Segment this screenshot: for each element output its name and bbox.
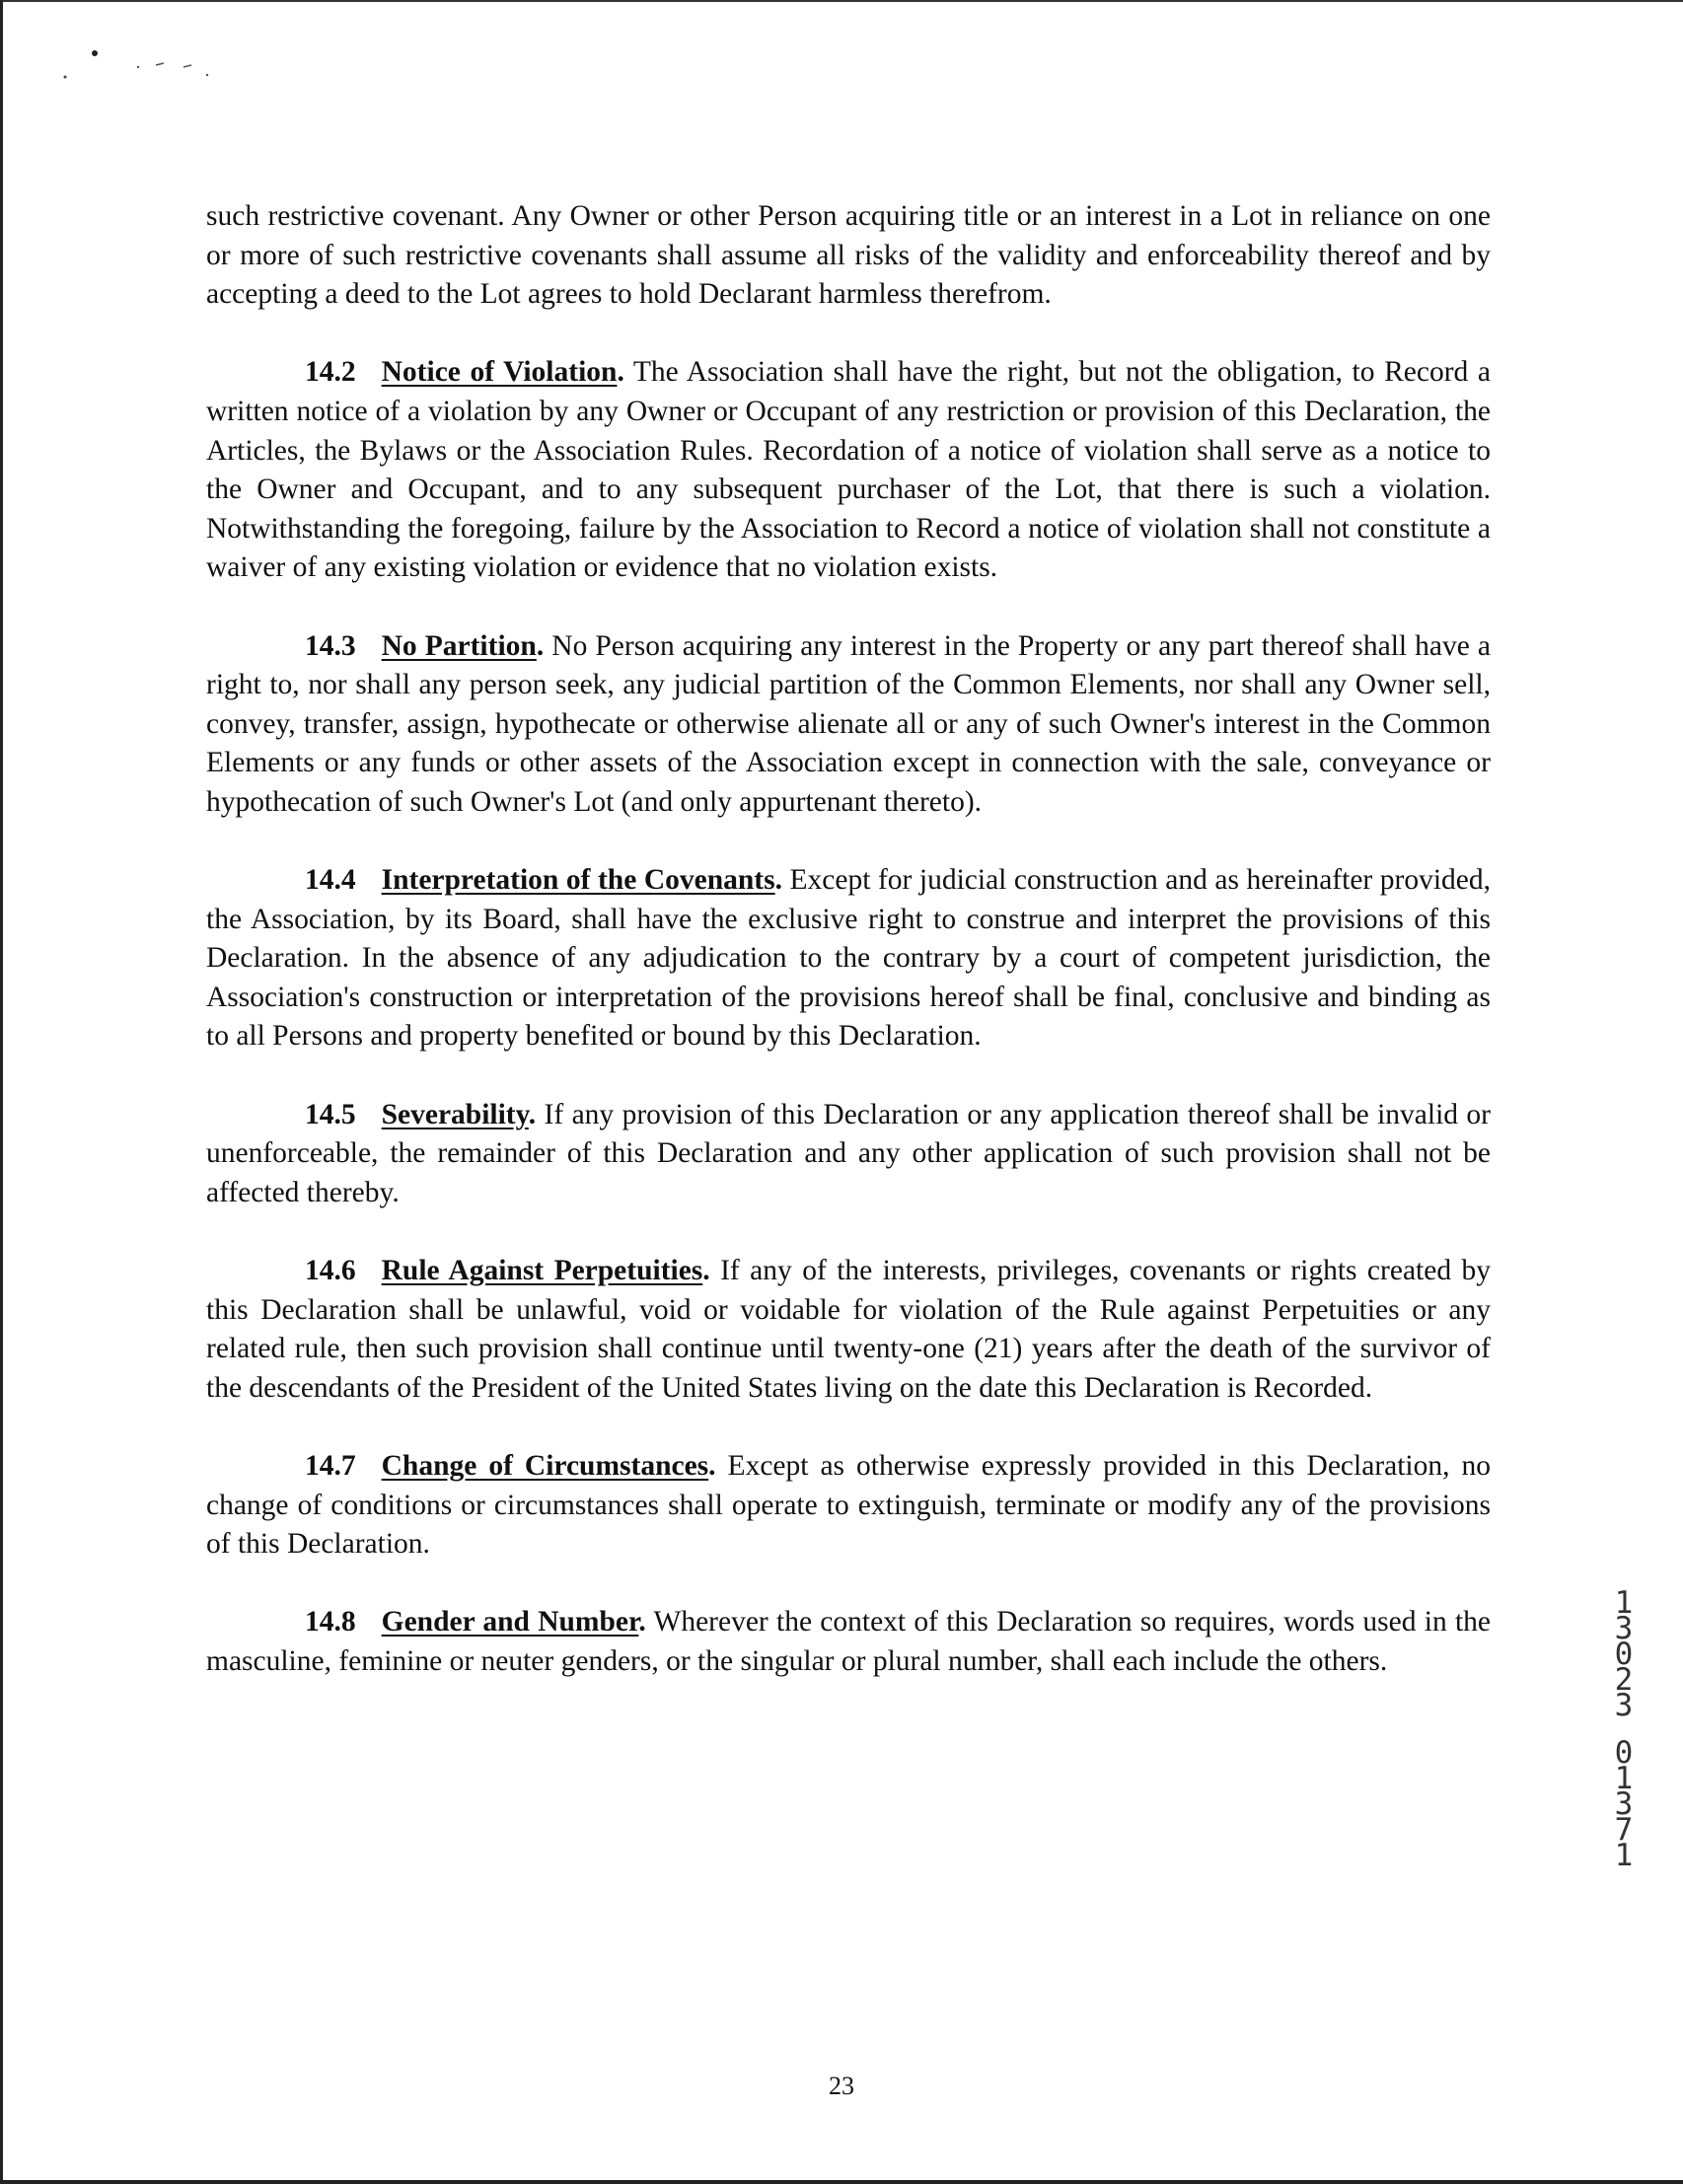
section-body: If any of the interests, privileges, covenants or rights created by this Declaration shall be unlawful, void or voidable for violation of the Rule against Perpetuities or any related rule, then such provision shall continue until twenty-one (21) years after the death of the survivor of the descendants of the President of the United States living on the date this Declaration is Recorded. [206,1255,1492,1404]
section-number: 14.8 [305,1606,356,1638]
recording-number [1610,1585,1638,1873]
recording-digit: 3 [1614,1611,1634,1646]
section-number: 14.4 [305,864,356,897]
section-body: If any provision of this Declaration or any application thereof shall be invalid or unenforceable, the remainder of this Declaration and any other application of such provision shall not be affected thereby. [206,1098,1491,1208]
recording-digit: 1 [1614,1761,1634,1796]
document-body [206,197,1491,1720]
section-number: 14.3 [305,629,356,662]
recording-digit: 0 [1614,1735,1634,1771]
section-14-2: 14.2 Notice of Violation. The Association shall have the right, but not the obligation, to Record a written notice of a violation by any Owner or Occupant of any restriction or provision of this Declaration, the Articles, the Bylaws or the Association Rules. Recordation of a notice of violation shall serve as a notice to the Owner and Occupant, and to any subsequent purchaser of the Lot, that there is such a violation. Notwithstanding the foregoing, failure by the Association to Record a notice of violation shall not constitute a waiver of any existing violation or evidence that no violation exists. [206,353,1491,588]
scan-specks [39,43,227,83]
recording-digit: 1 [1614,1585,1634,1621]
section-14-7: 14.7 Change of Circumstances. Except as otherwise expressly provided in this Declaration, no change of conditions or circumstances shall operate to extinguish, terminate or modify any of the provisions of this Declaration. [206,1447,1491,1565]
section-14-3: 14.3 No Partition. No Person acquiring any interest in the Property or any part thereof shall have a right to, nor shall any person seek, any judicial partition of the Common Elements, nor shall any Owner sell, convey, transfer, assign, hypothecate or otherwise alienate all or any of such Owner's interest in the Common Elements or any funds or other assets of the Association except in connection with the sale, conveyance or hypothecation of such Owner's Lot (and only appurtenant thereto). [206,627,1491,823]
recording-digit: 0 [1614,1637,1634,1672]
section-title: Rule Against Perpetuities [381,1255,703,1287]
section-14-8: 14.8 Gender and Number. Wherever the context of this Declaration so requires, words used in the masculine, feminine or neuter genders, or the singular or plural number, shall each include the others. [206,1603,1491,1681]
section-body: Except as otherwise expressly provided in this Declaration, no change of conditions or circumstances shall operate to extinguish, terminate or modify any of the provisions of this Declaration. [206,1450,1492,1561]
scan-edge-left [0,0,3,2184]
recording-digit: 3 [1614,1688,1634,1723]
section-title: Interpretation of the Covenants [381,864,775,897]
recording-digit: 7 [1614,1812,1634,1848]
section-body: The Association shall have the right, but not the obligation, to Record a written notice of a violation by any Owner or Occupant of any restriction or provision of this Declaration, the Articles, the Bylaws or the Association Rules. Recordation of a notice of violation shall serve as a notice to the Owner and Occupant, and to any subsequent purchaser of the Lot, that there is such a violation. Notwithstanding the foregoing, failure by the Association to Record a notice of violation shall not constitute a waiver of any existing violation or evidence that no violation exists. [206,356,1491,584]
section-number: 14.2 [305,356,356,389]
scan-edge-top [0,0,1683,2]
section-title: Notice of Violation [381,356,618,389]
recording-digit: 3 [1614,1786,1634,1822]
section-title: No Partition [381,629,537,662]
section-body: No Person acquiring any interest in the Property or any part thereof shall have a right to, nor shall any person seek, any judicial partition of the Common Elements, nor shall any Owner sell, convey, transfer, assign, hypothecate or otherwise alienate all or any of such Owner's interest in the Common Elements or any funds or other assets of the Association except in connection with the sale, conveyance or hypothecation of such Owner's Lot (and only appurtenant thereto). [206,629,1492,818]
section-14-4: 14.4 Interpretation of the Covenants. Except for judicial construction and as hereinafter provided, the Association, by its Board, shall have the exclusive right to construe and interpret the provisions of this Declaration. In the absence of any adjudication to the contrary by a court of competent jurisdiction, the Association's construction or interpretation of the provisions hereof shall be final, conclusive and binding as to all Persons and property benefited or bound by this Declaration. [206,861,1491,1056]
intro-paragraph: such restrictive covenant. Any Owner or other Person acquiring title or an interest in a Lot in reliance on one or more of such restrictive covenants shall assume all risks of the validity and enforceability thereof and by accepting a deed to the Lot agrees to hold Declarant harmless therefrom. [206,200,1491,311]
section-body: Wherever the context of this Declaration so requires, words used in the masculine, feminine or neuter genders, or the singular or plural number, shall each include the others. [206,1606,1491,1677]
section-number: 14.6 [305,1255,356,1287]
section-14-5: 14.5 Severability. If any provision of this Declaration or any application thereof shall be invalid or unenforceable, the remainder of this Declaration and any other application of such provision shall not be affected thereby. [206,1096,1491,1213]
section-number: 14.5 [305,1098,356,1130]
section-title: Severability [381,1098,529,1130]
section-number: 14.7 [305,1450,356,1482]
scan-edge-bottom [0,2180,1683,2184]
recording-digit: 2 [1614,1662,1634,1698]
section-body: Except for judicial construction and as hereinafter provided, the Association, by its Board, shall have the exclusive right to construe and interpret the provisions of this Declaration. In the absence of any adjudication to the contrary by a court of competent jurisdiction, the Association's construction or interpretation of the provisions hereof shall be final, conclusive and binding as to all Persons and property benefited or bound by this Declaration. [206,864,1492,1053]
section-14-6: 14.6 Rule Against Perpetuities. If any of the interests, privileges, covenants or rights created by this Declaration shall be unlawful, void or voidable for violation of the Rule against Perpetuities or any related rule, then such provision shall continue until twenty-one (21) years after the death of the survivor of the descendants of the President of the United States living on the date this Declaration is Recorded. [206,1252,1491,1408]
section-title: Gender and Number [381,1606,639,1638]
section-title: Change of Circumstances [381,1450,709,1482]
page-number: 23 [829,2072,854,2100]
recording-digit: 1 [1614,1838,1634,1873]
